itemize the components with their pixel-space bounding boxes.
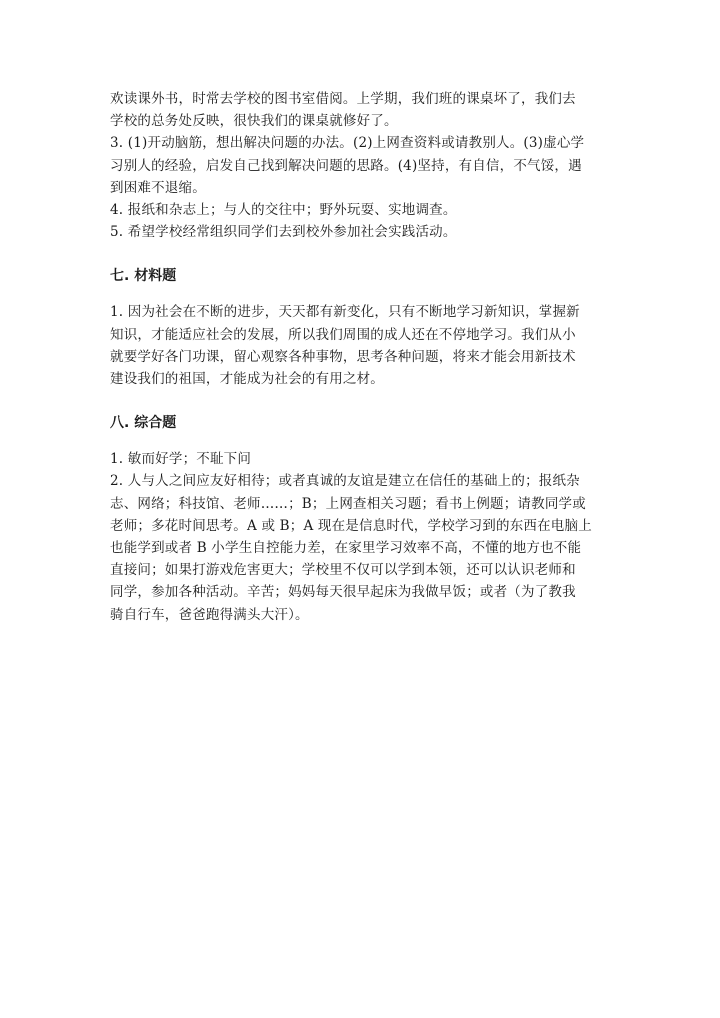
text-line: 5. 希望学校经常组织同学们去到校外参加社会实践活动。 — [110, 224, 457, 241]
text-line: 到困难不退缩。 — [110, 179, 206, 196]
text-line: 习别人的经验，启发自己找到解决问题的思路。(4)坚持，有自信，不气馁，遇 — [110, 157, 582, 174]
section-title-material: 七. 材料题 — [110, 268, 177, 285]
text-line: 直接问；如果打游戏危害更大；学校里不仅可以学到本领，还可以认识老师和 — [110, 562, 576, 579]
text-line: 学校的总务处反映，很快我们的课桌就修好了。 — [110, 113, 398, 130]
text-line: 1. 因为社会在不断的进步，天天都有新变化，只有不断地学习新知识，掌握新 — [110, 304, 580, 321]
comprehensive-answers — [110, 448, 610, 626]
spacer — [110, 390, 610, 412]
intro-answers — [110, 88, 610, 243]
text-line: 同学，参加各种活动。辛苦；妈妈每天很早起床为我做早饭；或者（为了教我 — [110, 584, 576, 601]
text-line: 建设我们的祖国，才能成为社会的有用之材。 — [110, 371, 384, 388]
text-line: 老师；多花时间思考。A 或 B；A 现在是信息时代，学校学习到的东西在电脑上 — [110, 517, 592, 534]
text-line: 骑自行车，爸爸跑得满头大汗）。 — [110, 606, 309, 623]
spacer — [110, 243, 610, 265]
text-line: 就要学好各门功课，留心观察各种事物，思考各种问题，将来才能会用新技术 — [110, 348, 576, 365]
section-title-comprehensive: 八. 综合题 — [110, 415, 177, 432]
text-line: 知识，才能适应社会的发展，所以我们周围的成人还在不停地学习。我们从小 — [110, 326, 576, 343]
text-line: 也能学到或者 B 小学生自控能力差，在家里学习效率不高，不懂的地方也不能 — [110, 540, 582, 557]
answer-content — [110, 88, 610, 626]
text-line: 2. 人与人之间应友好相待；或者真诚的友谊是建立在信任的基础上的；报纸杂 — [110, 473, 580, 490]
text-line: 志、网络；科技馆、老师……；B；上网查相关习题；看书上例题；请教同学或 — [110, 495, 586, 512]
material-answers — [110, 301, 610, 390]
text-line: 4. 报纸和杂志上；与人的交往中；野外玩耍、实地调查。 — [110, 202, 457, 219]
text-line: 欢读课外书，时常去学校的图书室借阅。上学期，我们班的课桌坏了，我们去 — [110, 91, 576, 107]
spacer — [110, 434, 610, 448]
spacer — [110, 287, 610, 301]
text-line: 1. 敏而好学；不耻下问 — [110, 451, 252, 468]
text-line: 3. (1)开动脑筋，想出解决问题的办法。(2)上网查资料或请教别人。(3)虚心学 — [110, 135, 585, 152]
